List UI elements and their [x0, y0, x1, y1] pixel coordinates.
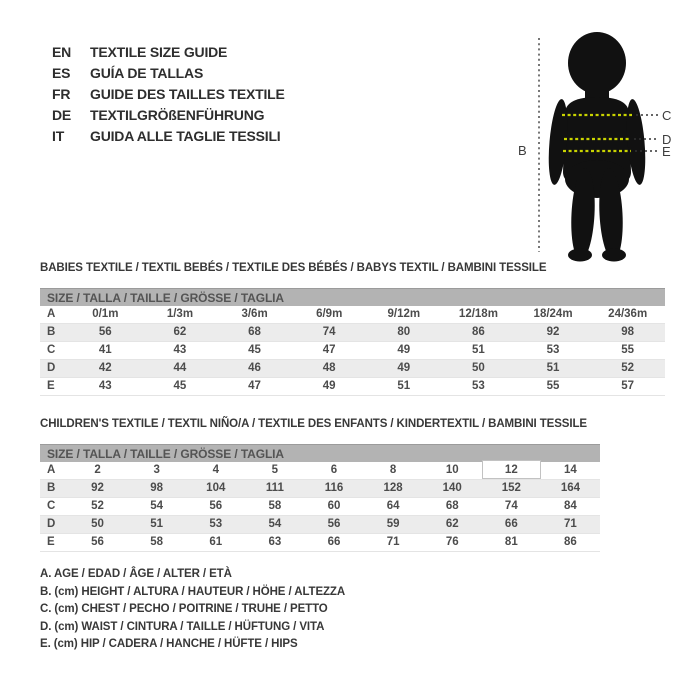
table-cell: 51 [397, 380, 411, 392]
label-d: D [662, 132, 672, 147]
table-cell: 66 [327, 536, 341, 548]
language-code: ES [52, 65, 71, 81]
table-cell: 56 [98, 326, 112, 338]
language-title: GUÍA DE TALLAS [90, 65, 204, 81]
label-b: B [518, 143, 527, 158]
table-cell: 71 [386, 536, 400, 548]
table-cell: 116 [324, 482, 344, 494]
table-cell: 44 [173, 362, 187, 374]
table-cell: 58 [268, 500, 282, 512]
table-cell: 68 [248, 326, 261, 338]
table-cell: 18/24m [533, 308, 573, 320]
table-cell: 74 [322, 326, 336, 338]
language-list [52, 42, 285, 147]
row-label: C [47, 344, 56, 356]
label-e: E [662, 144, 671, 159]
table-cell: 104 [206, 482, 226, 494]
size-header: SIZE / TALLA / TAILLE / GRÖSSE / TAGLIA [40, 288, 665, 306]
language-row-fr [52, 84, 285, 105]
language-code: FR [52, 86, 71, 102]
table-cell: 56 [327, 518, 341, 530]
table-cell: 52 [621, 362, 635, 374]
table-cell: 92 [91, 482, 104, 494]
table-cell: 63 [268, 536, 282, 548]
table-cell: 55 [621, 344, 635, 356]
table-cell: 45 [173, 380, 187, 392]
table-row-d [40, 516, 600, 534]
table-cell: 86 [564, 536, 577, 548]
language-title: TEXTILGRÖßENFÜHRUNG [90, 107, 265, 123]
table-cell: 57 [621, 380, 635, 392]
table-cell: 1/3m [166, 308, 194, 320]
language-title: GUIDE DES TAILLES TEXTILE [90, 86, 285, 102]
table-cell: 66 [504, 518, 518, 530]
table-cell: 54 [150, 500, 164, 512]
legend-hip: E. (cm) HIP / CADERA / HANCHE / HÜFTE / HIPS [40, 638, 298, 650]
table-cell: 8 [389, 464, 397, 476]
table-cell: 43 [98, 380, 112, 392]
language-row-it [52, 126, 285, 147]
row-label: E [47, 536, 55, 548]
table-cell: 59 [386, 518, 400, 530]
legend-age: A. AGE / EDAD / ÂGE / ALTER / ETÀ [40, 568, 232, 580]
table-cell: 10 [445, 464, 459, 476]
children-size-table [40, 444, 600, 552]
table-cell: 86 [472, 326, 485, 338]
label-c: C [662, 108, 672, 123]
language-code: EN [52, 44, 72, 60]
table-row-b [40, 324, 665, 342]
table-cell: 98 [150, 482, 164, 494]
table-cell: 84 [564, 500, 577, 512]
table-cell: 64 [386, 500, 400, 512]
table-cell: 56 [91, 536, 104, 548]
table-cell: 152 [501, 482, 521, 494]
row-label: E [47, 380, 55, 392]
language-title: GUIDA ALLE TAGLIE TESSILI [90, 128, 281, 144]
language-title: TEXTILE SIZE GUIDE [90, 44, 228, 60]
children-section-title: CHILDREN'S TEXTILE / TEXTIL NIÑO/A / TEXTILE DES ENFANTS / KINDERTEXTIL / BAMBINI TESSILE [40, 418, 587, 430]
table-cell: 74 [504, 500, 518, 512]
table-cell: 76 [445, 536, 459, 548]
babies-size-table [40, 288, 665, 396]
table-cell: 47 [322, 344, 336, 356]
table-row-e [40, 534, 600, 552]
table-cell: 140 [442, 482, 462, 494]
table-cell: 81 [504, 536, 518, 548]
table-cell: 9/12m [387, 308, 421, 320]
table-cell: 111 [265, 482, 284, 494]
table-row-c [40, 342, 665, 360]
table-cell: 43 [173, 344, 187, 356]
table-cell: 92 [546, 326, 560, 338]
babies-section-title: BABIES TEXTILE / TEXTIL BEBÉS / TEXTILE DES BÉBÉS / BABYS TEXTIL / BAMBINI TESSILE [40, 262, 547, 274]
size-header: SIZE / TALLA / TAILLE / GRÖSSE / TAGLIA [40, 444, 600, 462]
row-label: C [47, 500, 56, 512]
measurement-figure [510, 22, 690, 262]
table-cell: 56 [209, 500, 223, 512]
table-cell: 42 [98, 362, 112, 374]
table-cell: 14 [564, 464, 577, 476]
row-label: A [47, 464, 56, 476]
row-label: A [47, 308, 56, 320]
table-row-b [40, 480, 600, 498]
table-cell: 49 [397, 362, 411, 374]
table-cell: 48 [322, 362, 336, 374]
silhouette-body [546, 32, 648, 262]
table-cell: 62 [445, 518, 459, 530]
language-code: IT [52, 128, 65, 144]
table-cell: 51 [472, 344, 485, 356]
table-cell: 53 [472, 380, 485, 392]
language-row-de [52, 105, 285, 126]
legend-chest: C. (cm) CHEST / PECHO / POITRINE / TRUHE / PETTO [40, 603, 328, 615]
table-cell: 50 [91, 518, 104, 530]
table-cell: 49 [397, 344, 411, 356]
row-label: B [47, 482, 56, 494]
table-cell: 3/6m [241, 308, 268, 320]
table-row-e [40, 378, 665, 396]
row-label: D [47, 362, 56, 374]
table-row-a [40, 462, 600, 480]
table-cell: 51 [546, 362, 560, 374]
table-cell: 98 [621, 326, 635, 338]
table-cell: 54 [268, 518, 282, 530]
highlighted-size-cell: 12 [482, 460, 541, 479]
table-cell: 128 [383, 482, 403, 494]
table-cell: 24/36m [608, 308, 648, 320]
table-row-a [40, 306, 665, 324]
table-cell: 61 [209, 536, 223, 548]
table-cell: 45 [248, 344, 261, 356]
table-cell: 3 [153, 464, 160, 476]
child-silhouette-icon [510, 22, 690, 262]
table-cell: 12/18m [458, 308, 498, 320]
table-cell: 164 [560, 482, 581, 494]
language-code: DE [52, 107, 72, 123]
table-cell: 52 [91, 500, 104, 512]
table-cell: 5 [271, 464, 279, 476]
table-cell: 68 [445, 500, 459, 512]
language-row-es [52, 63, 285, 84]
table-row-c [40, 498, 600, 516]
table-cell: 2 [94, 464, 101, 476]
language-row-en [52, 42, 285, 63]
row-label: D [47, 518, 56, 530]
table-cell: 4 [212, 464, 219, 476]
table-cell: 60 [327, 500, 341, 512]
table-cell: 6/9m [316, 308, 343, 320]
table-cell: 58 [150, 536, 164, 548]
legend-waist: D. (cm) WAIST / CINTURA / TAILLE / HÜFTUNG / VITA [40, 620, 325, 633]
legend-height: B. (cm) HEIGHT / ALTURA / HAUTEUR / HÖHE / ALTEZZA [40, 585, 346, 598]
table-cell: 80 [397, 326, 411, 338]
table-row-d [40, 360, 665, 378]
table-cell: 49 [322, 380, 336, 392]
table-cell: 71 [564, 518, 577, 530]
measurement-legend [40, 566, 345, 654]
table-cell: 0/1m [92, 308, 119, 320]
table-cell: 55 [546, 380, 560, 392]
table-cell: 46 [248, 362, 261, 374]
table-cell: 53 [209, 518, 223, 530]
table-cell: 41 [98, 344, 112, 356]
row-label: B [47, 326, 56, 338]
table-cell: 6 [330, 464, 338, 476]
table-cell: 47 [248, 380, 261, 392]
table-cell: 53 [546, 344, 560, 356]
table-cell: 62 [173, 326, 187, 338]
table-cell: 50 [472, 362, 485, 374]
table-cell: 51 [150, 518, 164, 530]
